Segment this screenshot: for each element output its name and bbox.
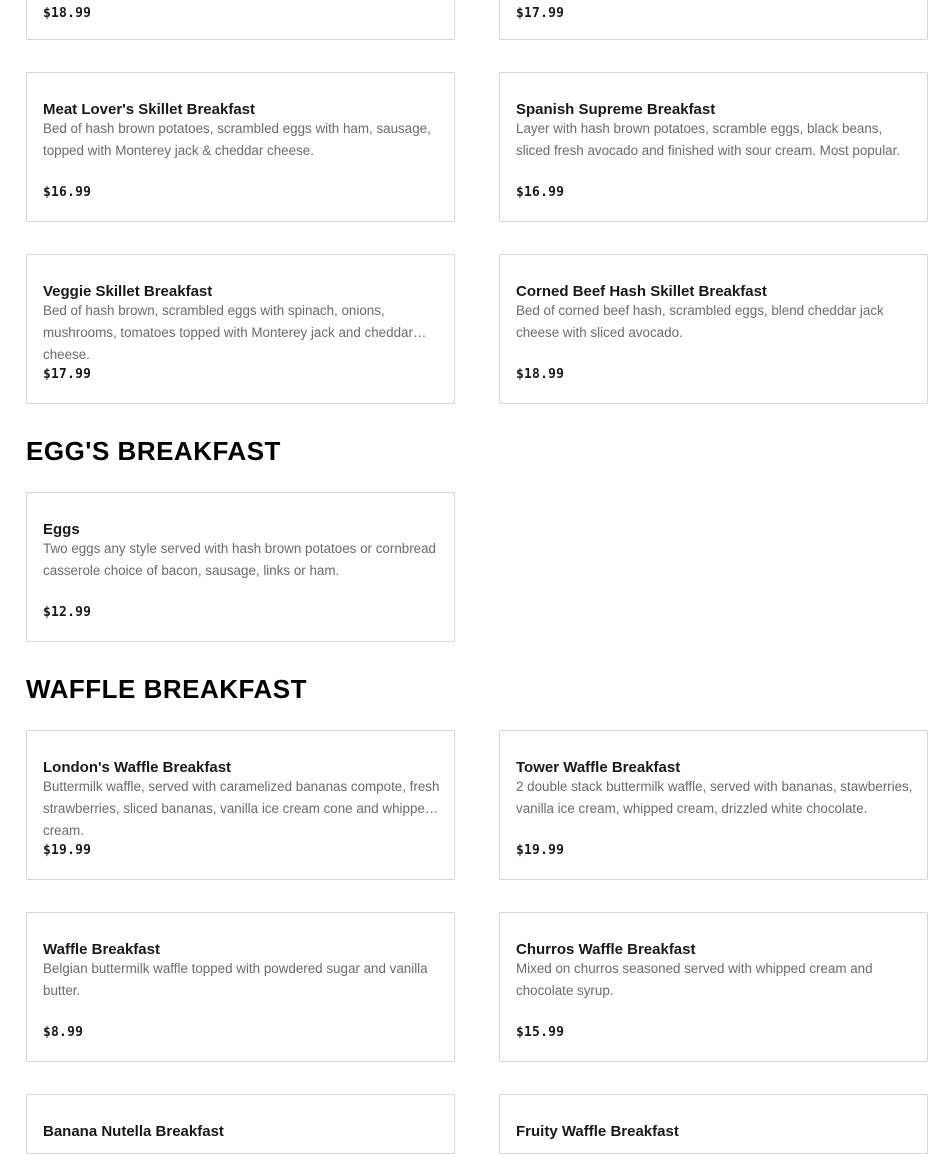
item-description: Mixed on churros seasoned served with whipped cream and chocolate syrup. [516,961,873,998]
menu-item-card[interactable] [26,730,455,880]
menu-item-card[interactable] [26,1094,455,1154]
item-description: Bed of hash brown potatoes, scrambled eggs with ham, sausage, topped with Monterey jack & cheddar cheese. [43,121,431,158]
item-name: Churros Waffle Breakfast [516,941,696,958]
item-description: Bed of hash brown, scrambled eggs with spinach, onions, mushrooms, tomatoes topped with Monterey jack and cheddar cheese. [43,303,413,362]
item-price: $19.99 [43,843,92,858]
item-name: London's Waffle Breakfast [43,759,232,776]
item-description: Layer with hash brown potatoes, scramble eggs, black beans, sliced fresh avocado and finished with sour cream. Most popular. [516,121,901,158]
item-price: $19.99 [516,843,565,858]
menu-item-card[interactable] [499,72,928,222]
item-description: Two eggs any style served with hash brown potatoes or cornbread casserole choice of bacon, sausage, links or ham. [43,541,437,578]
menu-item-card[interactable] [26,912,455,1062]
menu-item-card[interactable] [499,912,928,1062]
item-price: $18.99 [516,367,565,382]
item-name: Spanish Supreme Breakfast [516,101,716,118]
item-price: $17.99 [516,6,565,21]
item-name: Tower Waffle Breakfast [516,759,681,776]
item-price: $16.99 [516,185,565,200]
item-price: $15.99 [516,1025,565,1040]
item-name: Meat Lover's Skillet Breakfast [43,101,255,118]
item-price: $12.99 [43,605,92,620]
item-description: Bed of corned beef hash, scrambled eggs, blend cheddar jack cheese with sliced avocado. [516,303,884,340]
section-title-waffle: WAFFLE BREAKFAST [26,674,307,704]
item-description: 2 double stack buttermilk waffle, served with bananas, stawberries, vanilla ice cream, whipped cream, drizzled white chocolate. [516,779,913,816]
item-price: $8.99 [43,1025,84,1040]
menu-item-card[interactable] [499,254,928,404]
item-name: Corned Beef Hash Skillet Breakfast [516,283,767,300]
menu-item-card[interactable] [26,72,455,222]
item-description: Belgian buttermilk waffle topped with powdered sugar and vanilla butter. [43,961,428,998]
menu-item-card[interactable] [499,1094,928,1154]
item-price: $17.99 [43,367,92,382]
menu-item-card[interactable] [26,0,455,40]
menu-item-card[interactable] [499,0,928,40]
menu-item-card[interactable] [499,730,928,880]
menu-item-card[interactable] [26,254,455,404]
item-name: Fruity Waffle Breakfast [516,1123,679,1140]
item-price: $18.99 [43,6,92,21]
item-name: Banana Nutella Breakfast [43,1123,224,1140]
section-title-eggs: EGG'S BREAKFAST [26,436,281,466]
item-name: Eggs [43,521,80,538]
item-description: Buttermilk waffle, served with caramelized bananas compote, fresh strawberries, sliced bananas, vanilla ice cream cone and whipped cream. [43,779,440,838]
item-name: Waffle Breakfast [43,941,160,958]
menu-item-card[interactable] [26,492,455,642]
item-name: Veggie Skillet Breakfast [43,283,213,300]
item-price: $16.99 [43,185,92,200]
